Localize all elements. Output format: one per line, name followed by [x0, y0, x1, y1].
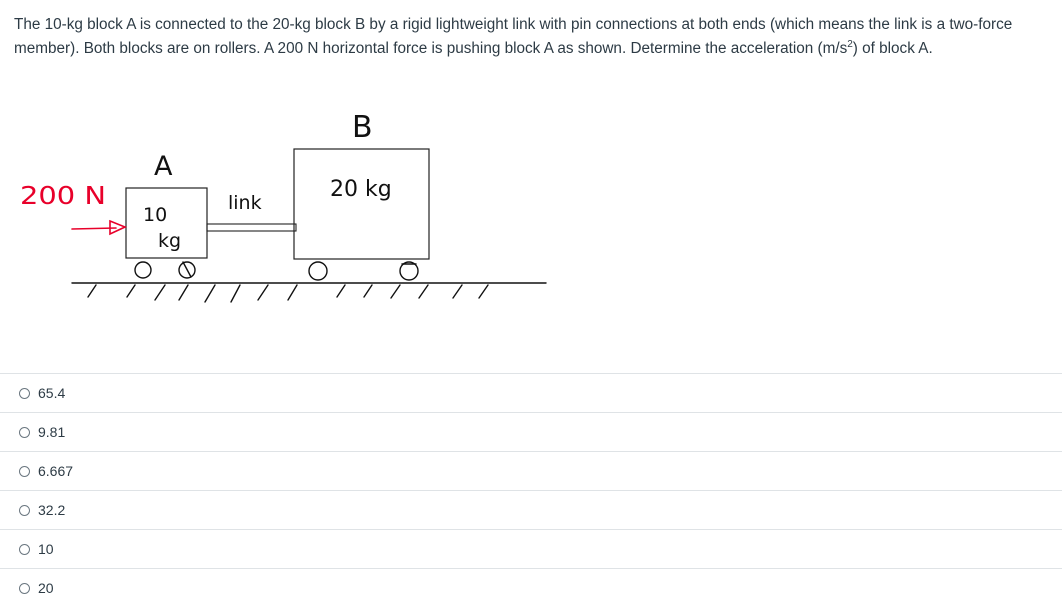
answer-label: 20: [38, 580, 54, 596]
force-label: 200 N: [20, 181, 106, 210]
block-a-label: A: [154, 151, 173, 182]
question-text-end: ) of block A.: [852, 40, 933, 57]
block-a-mass-unit: kg: [158, 230, 182, 252]
answer-option[interactable]: [0, 451, 1062, 490]
block-a-roller-left: [135, 262, 151, 278]
answer-label: 10: [38, 541, 54, 557]
link-bar: [207, 224, 296, 231]
answer-label: 6.667: [38, 463, 74, 479]
radio-button[interactable]: [19, 388, 30, 399]
answer-label: 32.2: [38, 502, 66, 518]
radio-button[interactable]: [19, 427, 30, 438]
block-a-mass-value: 10: [143, 204, 168, 226]
block-b-label: B: [352, 110, 373, 145]
ground-hatch: [88, 285, 488, 302]
answer-label: 65.4: [38, 385, 66, 401]
radio-button[interactable]: [19, 505, 30, 516]
problem-figure: [0, 90, 560, 330]
answer-option[interactable]: [0, 373, 1062, 412]
block-b: [294, 149, 429, 259]
answer-option[interactable]: [0, 490, 1062, 529]
answer-option[interactable]: [0, 529, 1062, 568]
question-text-main: The 10-kg block A is connected to the 20-kg block B by a rigid lightweight link with pin connections at both ends (which means the link is a two-force member). Both blocks are on rollers. A 200 N horizontal force is pushing block A as shown. Determine the acceleration (m/s: [14, 16, 1013, 57]
answer-list: [0, 373, 1062, 607]
question-superscript: 2: [847, 38, 853, 50]
radio-button[interactable]: [19, 583, 30, 594]
answer-option[interactable]: [0, 568, 1062, 607]
answer-option[interactable]: [0, 412, 1062, 451]
question-text: [14, 13, 1060, 61]
block-b-roller-right: [400, 262, 418, 280]
force-arrow: [72, 221, 125, 234]
link-label: link: [228, 192, 262, 214]
block-b-roller-left: [309, 262, 327, 280]
radio-button[interactable]: [19, 466, 30, 477]
radio-button[interactable]: [19, 544, 30, 555]
answer-label: 9.81: [38, 424, 66, 440]
block-b-mass: 20 kg: [330, 177, 392, 202]
